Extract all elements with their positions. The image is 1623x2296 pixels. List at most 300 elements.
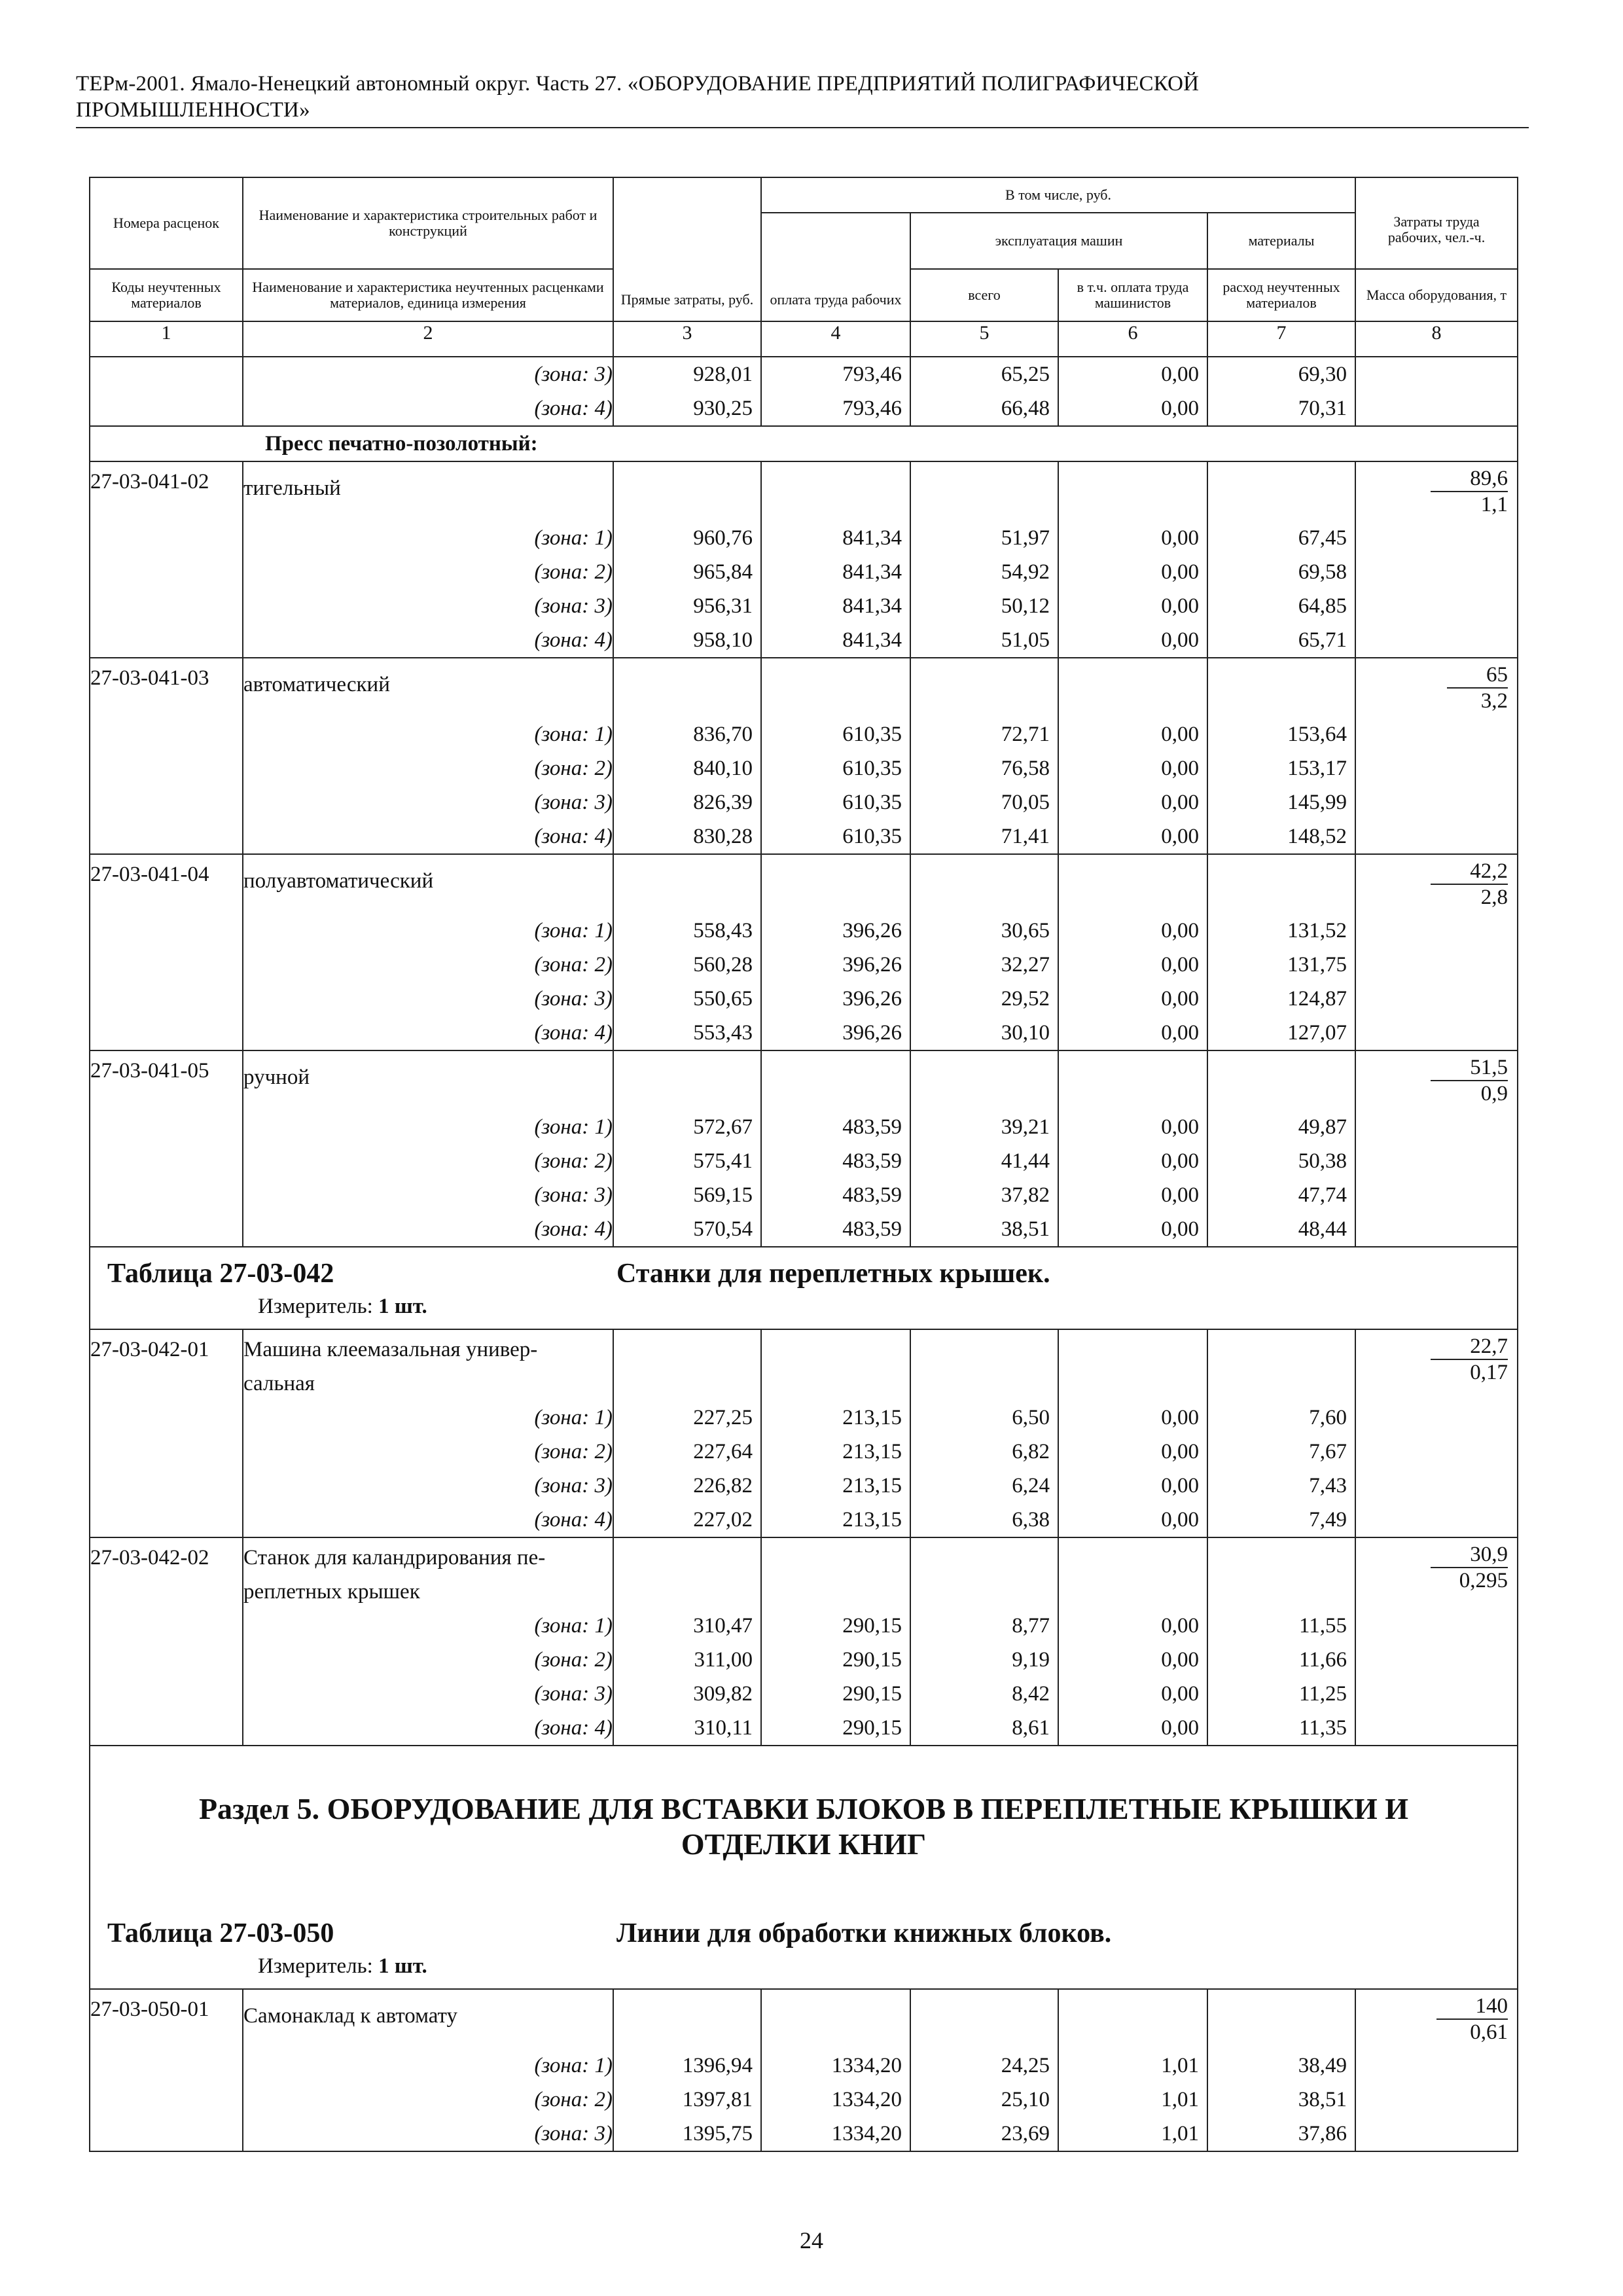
labour-cell: [1355, 1503, 1518, 1537]
direct-costs-value: 826,39: [613, 785, 761, 819]
zone-row: [90, 555, 1518, 589]
machinist-wages-value: 0,00: [1058, 717, 1207, 751]
machinist-wages-value: 0,00: [1058, 1016, 1207, 1050]
machine-total-value: 72,71: [910, 717, 1058, 751]
measurement-unit: [258, 1954, 427, 1979]
machine-total-value: 41,44: [910, 1144, 1058, 1178]
th-incl-wages: в т.ч. оплата труда машинистов: [1058, 269, 1207, 321]
th-in-that-number: В том числе, руб.: [761, 177, 1355, 213]
empty-cell: [613, 658, 761, 717]
machine-total-value: 29,52: [910, 982, 1058, 1016]
zone-row: [90, 914, 1518, 948]
machinist-wages-value: 1,01: [1058, 2117, 1207, 2151]
materials-value: 153,17: [1207, 751, 1355, 785]
labour-cell: [1355, 1401, 1518, 1435]
labour-mass-fraction: [1355, 1989, 1518, 2049]
zone-label: (зона: 1): [243, 1401, 613, 1435]
direct-costs-value: 1396,94: [613, 2049, 761, 2083]
wages-value: 290,15: [761, 1711, 910, 1746]
machine-total-value: 39,21: [910, 1110, 1058, 1144]
materials-value: 131,75: [1207, 948, 1355, 982]
rate-code-cell: [90, 751, 243, 785]
zone-label: (зона: 1): [243, 914, 613, 948]
zone-row: [90, 982, 1518, 1016]
rate-name: тигельный: [243, 461, 613, 521]
zone-label: (зона: 3): [243, 982, 613, 1016]
empty-cell: [761, 461, 910, 521]
wages-value: 290,15: [761, 1609, 910, 1643]
zone-label: (зона: 2): [243, 1144, 613, 1178]
rate-code: 27-03-041-02: [90, 461, 243, 521]
rate-code-cell: [90, 2049, 243, 2083]
machine-total-value: 6,38: [910, 1503, 1058, 1537]
zone-label: (зона: 3): [243, 1677, 613, 1711]
materials-value: 11,25: [1207, 1677, 1355, 1711]
wages-value: 610,35: [761, 751, 910, 785]
machinist-wages-value: 0,00: [1058, 1110, 1207, 1144]
group-title-row: [90, 426, 1518, 461]
table-title-row: [90, 1910, 1518, 1989]
labour-mass-fraction: [1355, 854, 1518, 914]
machinist-wages-value: 0,00: [1058, 1144, 1207, 1178]
rate-code-cell: [90, 589, 243, 623]
wages-value: 290,15: [761, 1643, 910, 1677]
mass-value: 0,61: [1470, 2020, 1508, 2044]
labour-value: 89,6: [1431, 466, 1508, 492]
labour-cell: [1355, 751, 1518, 785]
direct-costs-value: 958,10: [613, 623, 761, 658]
col-number: 3: [613, 321, 761, 357]
running-header-line-1: ТЕРм-2001. Ямало-Ненецкий автономный округ. Часть 27. «ОБОРУДОВАНИЕ ПРЕДПРИЯТИЙ ПОЛИГРАФИЧЕСКОЙ: [76, 72, 1200, 96]
mass-value: 0,295: [1459, 1569, 1508, 1592]
labour-mass-fraction: [1355, 461, 1518, 521]
empty-cell: [1058, 1537, 1207, 1609]
rates-table: [89, 177, 1518, 2152]
th-name-works: Наименование и характеристика строительных работ и конструкций: [243, 177, 613, 269]
direct-costs-value: 930,25: [613, 391, 761, 426]
zone-label: (зона: 4): [243, 1711, 613, 1746]
rate-row: [90, 1329, 1518, 1401]
empty-cell: [910, 1329, 1058, 1401]
machine-total-value: 6,50: [910, 1401, 1058, 1435]
wages-value: 841,34: [761, 555, 910, 589]
zone-row: [90, 357, 1518, 391]
machinist-wages-value: 0,00: [1058, 1212, 1207, 1247]
col-number: 2: [243, 321, 613, 357]
rate-row: [90, 1537, 1518, 1609]
machine-total-value: 65,25: [910, 357, 1058, 391]
zone-label: (зона: 2): [243, 751, 613, 785]
materials-value: 124,87: [1207, 982, 1355, 1016]
machinist-wages-value: 0,00: [1058, 1435, 1207, 1469]
machinist-wages-value: 1,01: [1058, 2049, 1207, 2083]
materials-value: 67,45: [1207, 521, 1355, 555]
zone-row: [90, 1110, 1518, 1144]
zone-row: [90, 1469, 1518, 1503]
table-title-block: [90, 1910, 1518, 1989]
materials-value: 37,86: [1207, 2117, 1355, 2151]
empty-cell: [761, 854, 910, 914]
labour-cell: [1355, 1144, 1518, 1178]
zone-label: (зона: 2): [243, 555, 613, 589]
direct-costs-value: 550,65: [613, 982, 761, 1016]
materials-value: 7,67: [1207, 1435, 1355, 1469]
empty-cell: [1058, 1989, 1207, 2049]
rate-name: автоматический: [243, 658, 613, 717]
table-title-row: [90, 1247, 1518, 1329]
zone-label: (зона: 4): [243, 1016, 613, 1050]
machine-total-value: 8,42: [910, 1677, 1058, 1711]
measurement-value: 1 шт.: [378, 1954, 427, 1978]
wages-value: 483,59: [761, 1110, 910, 1144]
zone-label: (зона: 3): [243, 785, 613, 819]
empty-cell: [1207, 461, 1355, 521]
col-number: 5: [910, 321, 1058, 357]
rate-code: 27-03-041-04: [90, 854, 243, 914]
mass-value: 3,2: [1480, 689, 1508, 713]
rate-name-line: сальная: [243, 1372, 315, 1395]
table-title: Линии для обработки книжных блоков.: [616, 1918, 1112, 1948]
labour-value: 22,7: [1431, 1334, 1508, 1360]
section-title-line: Раздел 5. ОБОРУДОВАНИЕ ДЛЯ ВСТАВКИ БЛОКОВ В ПЕРЕПЛЕТНЫЕ КРЫШКИ И: [198, 1792, 1409, 1825]
direct-costs-value: 560,28: [613, 948, 761, 982]
rate-code-cell: [90, 2083, 243, 2117]
rate-code-cell: [90, 1178, 243, 1212]
wages-value: 483,59: [761, 1178, 910, 1212]
wages-value: 213,15: [761, 1401, 910, 1435]
machine-total-value: 32,27: [910, 948, 1058, 982]
rate-row: [90, 854, 1518, 914]
labour-cell: [1355, 717, 1518, 751]
machinist-wages-value: 0,00: [1058, 948, 1207, 982]
machinist-wages-value: 0,00: [1058, 1178, 1207, 1212]
empty-cell: [613, 854, 761, 914]
rate-code-cell: [90, 717, 243, 751]
labour-cell: [1355, 982, 1518, 1016]
direct-costs-value: 310,11: [613, 1711, 761, 1746]
labour-cell: [1355, 1469, 1518, 1503]
machine-total-value: 25,10: [910, 2083, 1058, 2117]
table-number: Таблица 27-03-042: [107, 1259, 334, 1289]
running-header: [76, 71, 1529, 123]
zone-label: (зона: 4): [243, 1503, 613, 1537]
rate-code-cell: [90, 819, 243, 854]
zone-label: (зона: 4): [243, 819, 613, 854]
rate-code-cell: [90, 982, 243, 1016]
rate-code-cell: [90, 1016, 243, 1050]
labour-cell: [1355, 2083, 1518, 2117]
machinist-wages-value: 0,00: [1058, 819, 1207, 854]
rate-row: [90, 658, 1518, 717]
labour-cell: [1355, 1110, 1518, 1144]
labour-value: 42,2: [1431, 859, 1508, 885]
labour-cell: [1355, 2049, 1518, 2083]
rate-name: полуавтоматический: [243, 854, 613, 914]
empty-cell: [1058, 461, 1207, 521]
labour-value: 65: [1447, 662, 1508, 689]
zone-label: (зона: 2): [243, 948, 613, 982]
labour-cell: [1355, 1711, 1518, 1746]
wages-value: 483,59: [761, 1212, 910, 1247]
rate-code: 27-03-041-05: [90, 1050, 243, 1110]
labour-cell: [1355, 1677, 1518, 1711]
zone-label: (зона: 2): [243, 1643, 613, 1677]
zone-label: (зона: 2): [243, 2083, 613, 2117]
measurement-value: 1 шт.: [378, 1295, 427, 1318]
direct-costs-value: 830,28: [613, 819, 761, 854]
section-title-line: ОТДЕЛКИ КНИГ: [681, 1827, 927, 1861]
machine-total-value: 23,69: [910, 2117, 1058, 2151]
zone-label: (зона: 3): [243, 1469, 613, 1503]
table-number: Таблица 27-03-050: [107, 1918, 334, 1948]
direct-costs-value: 226,82: [613, 1469, 761, 1503]
machine-total-value: 30,10: [910, 1016, 1058, 1050]
zone-label: (зона: 3): [243, 2117, 613, 2151]
empty-cell: [90, 426, 243, 461]
empty-cell: [1207, 658, 1355, 717]
direct-costs-value: 227,25: [613, 1401, 761, 1435]
th-wages: оплата труда рабочих: [761, 213, 910, 321]
labour-cell: [1355, 819, 1518, 854]
empty-cell: [761, 1329, 910, 1401]
machine-total-value: 54,92: [910, 555, 1058, 589]
direct-costs-value: 1395,75: [613, 2117, 761, 2151]
zone-row: [90, 1212, 1518, 1247]
direct-costs-value: 956,31: [613, 589, 761, 623]
machinist-wages-value: 0,00: [1058, 1469, 1207, 1503]
direct-costs-value: 570,54: [613, 1212, 761, 1247]
zone-label: (зона: 3): [243, 1178, 613, 1212]
machine-total-value: 51,05: [910, 623, 1058, 658]
col-number: 4: [761, 321, 910, 357]
direct-costs-value: 310,47: [613, 1609, 761, 1643]
empty-cell: [1207, 1050, 1355, 1110]
empty-cell: [1207, 854, 1355, 914]
empty-cell: [761, 1050, 910, 1110]
rate-name-line: Машина клеемазальная универ-: [243, 1338, 538, 1361]
materials-value: 131,52: [1207, 914, 1355, 948]
rate-name: ручной: [243, 1050, 613, 1110]
wages-value: 793,46: [761, 391, 910, 426]
rate-code-cell: [90, 1503, 243, 1537]
machine-total-value: 76,58: [910, 751, 1058, 785]
rate-code-cell: [90, 623, 243, 658]
empty-cell: [910, 658, 1058, 717]
machinist-wages-value: 0,00: [1058, 1643, 1207, 1677]
wages-value: 1334,20: [761, 2049, 910, 2083]
zone-row: [90, 1435, 1518, 1469]
group-title: Пресс печатно-позолотный:: [243, 426, 1518, 461]
materials-value: 69,30: [1207, 357, 1355, 391]
machinist-wages-value: 0,00: [1058, 1711, 1207, 1746]
direct-costs-value: 553,43: [613, 1016, 761, 1050]
zone-row: [90, 623, 1518, 658]
labour-cell: [1355, 1016, 1518, 1050]
machine-total-value: 38,51: [910, 1212, 1058, 1247]
empty-cell: [910, 1989, 1058, 2049]
fraction: [1431, 1542, 1517, 1593]
rates-table-body: [90, 177, 1518, 2151]
wages-value: 213,15: [761, 1469, 910, 1503]
zone-label: (зона: 4): [243, 623, 613, 658]
rate-code: 27-03-041-03: [90, 658, 243, 717]
empty-cell: [761, 1537, 910, 1609]
materials-value: 148,52: [1207, 819, 1355, 854]
rate-code-cell: [90, 2117, 243, 2151]
rate-code-cell: [90, 1401, 243, 1435]
rate-row: [90, 1989, 1518, 2049]
labour-value: 30,9: [1431, 1542, 1508, 1568]
direct-costs-value: 227,02: [613, 1503, 761, 1537]
th-codes: Коды неучтенных материалов: [90, 269, 243, 321]
empty-cell: [910, 1537, 1058, 1609]
empty-cell: [613, 461, 761, 521]
labour-cell: [1355, 521, 1518, 555]
labour-cell: [1355, 357, 1518, 391]
machine-total-value: 71,41: [910, 819, 1058, 854]
section-block: [90, 1746, 1518, 1910]
machinist-wages-value: 0,00: [1058, 555, 1207, 589]
machinist-wages-value: 0,00: [1058, 751, 1207, 785]
measurement-unit: [258, 1295, 427, 1319]
empty-cell: [1207, 1537, 1355, 1609]
labour-cell: [1355, 1435, 1518, 1469]
empty-cell: [613, 1329, 761, 1401]
th-total: всего: [910, 269, 1058, 321]
zone-row: [90, 1677, 1518, 1711]
direct-costs-value: 575,41: [613, 1144, 761, 1178]
materials-value: 70,31: [1207, 391, 1355, 426]
materials-value: 145,99: [1207, 785, 1355, 819]
materials-value: 11,35: [1207, 1711, 1355, 1746]
mass-value: 1,1: [1480, 493, 1508, 516]
labour-cell: [1355, 2117, 1518, 2151]
machinist-wages-value: 0,00: [1058, 589, 1207, 623]
empty-cell: [613, 1989, 761, 2049]
zone-row: [90, 1643, 1518, 1677]
machinist-wages-value: 1,01: [1058, 2083, 1207, 2117]
direct-costs-value: 928,01: [613, 357, 761, 391]
empty-cell: [1207, 1329, 1355, 1401]
zone-row: [90, 1016, 1518, 1050]
labour-mass-fraction: [1355, 1537, 1518, 1609]
machine-total-value: 50,12: [910, 589, 1058, 623]
direct-costs-value: 965,84: [613, 555, 761, 589]
empty-cell: [1058, 1329, 1207, 1401]
machinist-wages-value: 0,00: [1058, 785, 1207, 819]
machine-total-value: 8,77: [910, 1609, 1058, 1643]
empty-cell: [1058, 658, 1207, 717]
zone-label: (зона: 2): [243, 1435, 613, 1469]
fraction: [1436, 1994, 1518, 2045]
direct-costs-value: 309,82: [613, 1677, 761, 1711]
materials-value: 64,85: [1207, 589, 1355, 623]
wages-value: 396,26: [761, 948, 910, 982]
materials-value: 47,74: [1207, 1178, 1355, 1212]
materials-value: 50,38: [1207, 1144, 1355, 1178]
rate-code-cell: [90, 357, 243, 391]
labour-mass-fraction: [1355, 1329, 1518, 1401]
th-materials: материалы: [1207, 213, 1355, 269]
rate-code-cell: [90, 785, 243, 819]
page-number: 24: [800, 2227, 823, 2253]
materials-value: 65,71: [1207, 623, 1355, 658]
fraction: [1431, 466, 1517, 517]
section-row: [90, 1746, 1518, 1910]
running-header-line-2: ПРОМЫШЛЕННОСТИ»: [76, 98, 310, 122]
fraction: [1431, 1055, 1517, 1106]
zone-row: [90, 1711, 1518, 1746]
rate-code: 27-03-050-01: [90, 1989, 243, 2049]
empty-cell: [910, 461, 1058, 521]
wages-value: 610,35: [761, 717, 910, 751]
wages-value: 610,35: [761, 819, 910, 854]
machinist-wages-value: 0,00: [1058, 623, 1207, 658]
zone-row: [90, 948, 1518, 982]
labour-cell: [1355, 1178, 1518, 1212]
empty-cell: [761, 1989, 910, 2049]
rate-code-cell: [90, 1643, 243, 1677]
materials-value: 7,43: [1207, 1469, 1355, 1503]
zone-label: (зона: 4): [243, 1212, 613, 1247]
empty-cell: [613, 1537, 761, 1609]
labour-cell: [1355, 1212, 1518, 1247]
rate-row: [90, 461, 1518, 521]
rate-code: 27-03-042-01: [90, 1329, 243, 1401]
zone-row: [90, 2117, 1518, 2151]
rate-code-cell: [90, 521, 243, 555]
rate-code-cell: [90, 1609, 243, 1643]
rate-code-cell: [90, 1711, 243, 1746]
machinist-wages-value: 0,00: [1058, 1401, 1207, 1435]
labour-cell: [1355, 785, 1518, 819]
machinist-wages-value: 0,00: [1058, 1677, 1207, 1711]
rate-code-cell: [90, 1110, 243, 1144]
wages-value: 396,26: [761, 914, 910, 948]
zone-label: (зона: 1): [243, 717, 613, 751]
zone-label: (зона: 1): [243, 1110, 613, 1144]
mass-value: 2,8: [1480, 886, 1508, 909]
zone-label: (зона: 1): [243, 2049, 613, 2083]
machinist-wages-value: 0,00: [1058, 914, 1207, 948]
labour-value: 140: [1436, 1994, 1508, 2020]
zone-row: [90, 717, 1518, 751]
rate-name-line: Станок для каландрирования пе-: [243, 1546, 546, 1570]
empty-cell: [761, 658, 910, 717]
th-direct-costs: Прямые затраты, руб.: [613, 177, 761, 321]
col-number: 6: [1058, 321, 1207, 357]
rate-row: [90, 1050, 1518, 1110]
wages-value: 1334,20: [761, 2083, 910, 2117]
zone-row: [90, 1609, 1518, 1643]
rate-code-cell: [90, 1212, 243, 1247]
direct-costs-value: 836,70: [613, 717, 761, 751]
table-title-block: [90, 1247, 1518, 1329]
col-number: 7: [1207, 321, 1355, 357]
direct-costs-value: 1397,81: [613, 2083, 761, 2117]
machinist-wages-value: 0,00: [1058, 521, 1207, 555]
rate-code-cell: [90, 555, 243, 589]
wages-value: 841,34: [761, 589, 910, 623]
machinist-wages-value: 0,00: [1058, 1503, 1207, 1537]
mass-value: 0,17: [1470, 1361, 1508, 1384]
wages-value: 841,34: [761, 521, 910, 555]
empty-cell: [1058, 1050, 1207, 1110]
zone-label: (зона: 3): [243, 357, 613, 391]
zone-row: [90, 2083, 1518, 2117]
wages-value: 396,26: [761, 982, 910, 1016]
header-rule: [76, 127, 1529, 128]
